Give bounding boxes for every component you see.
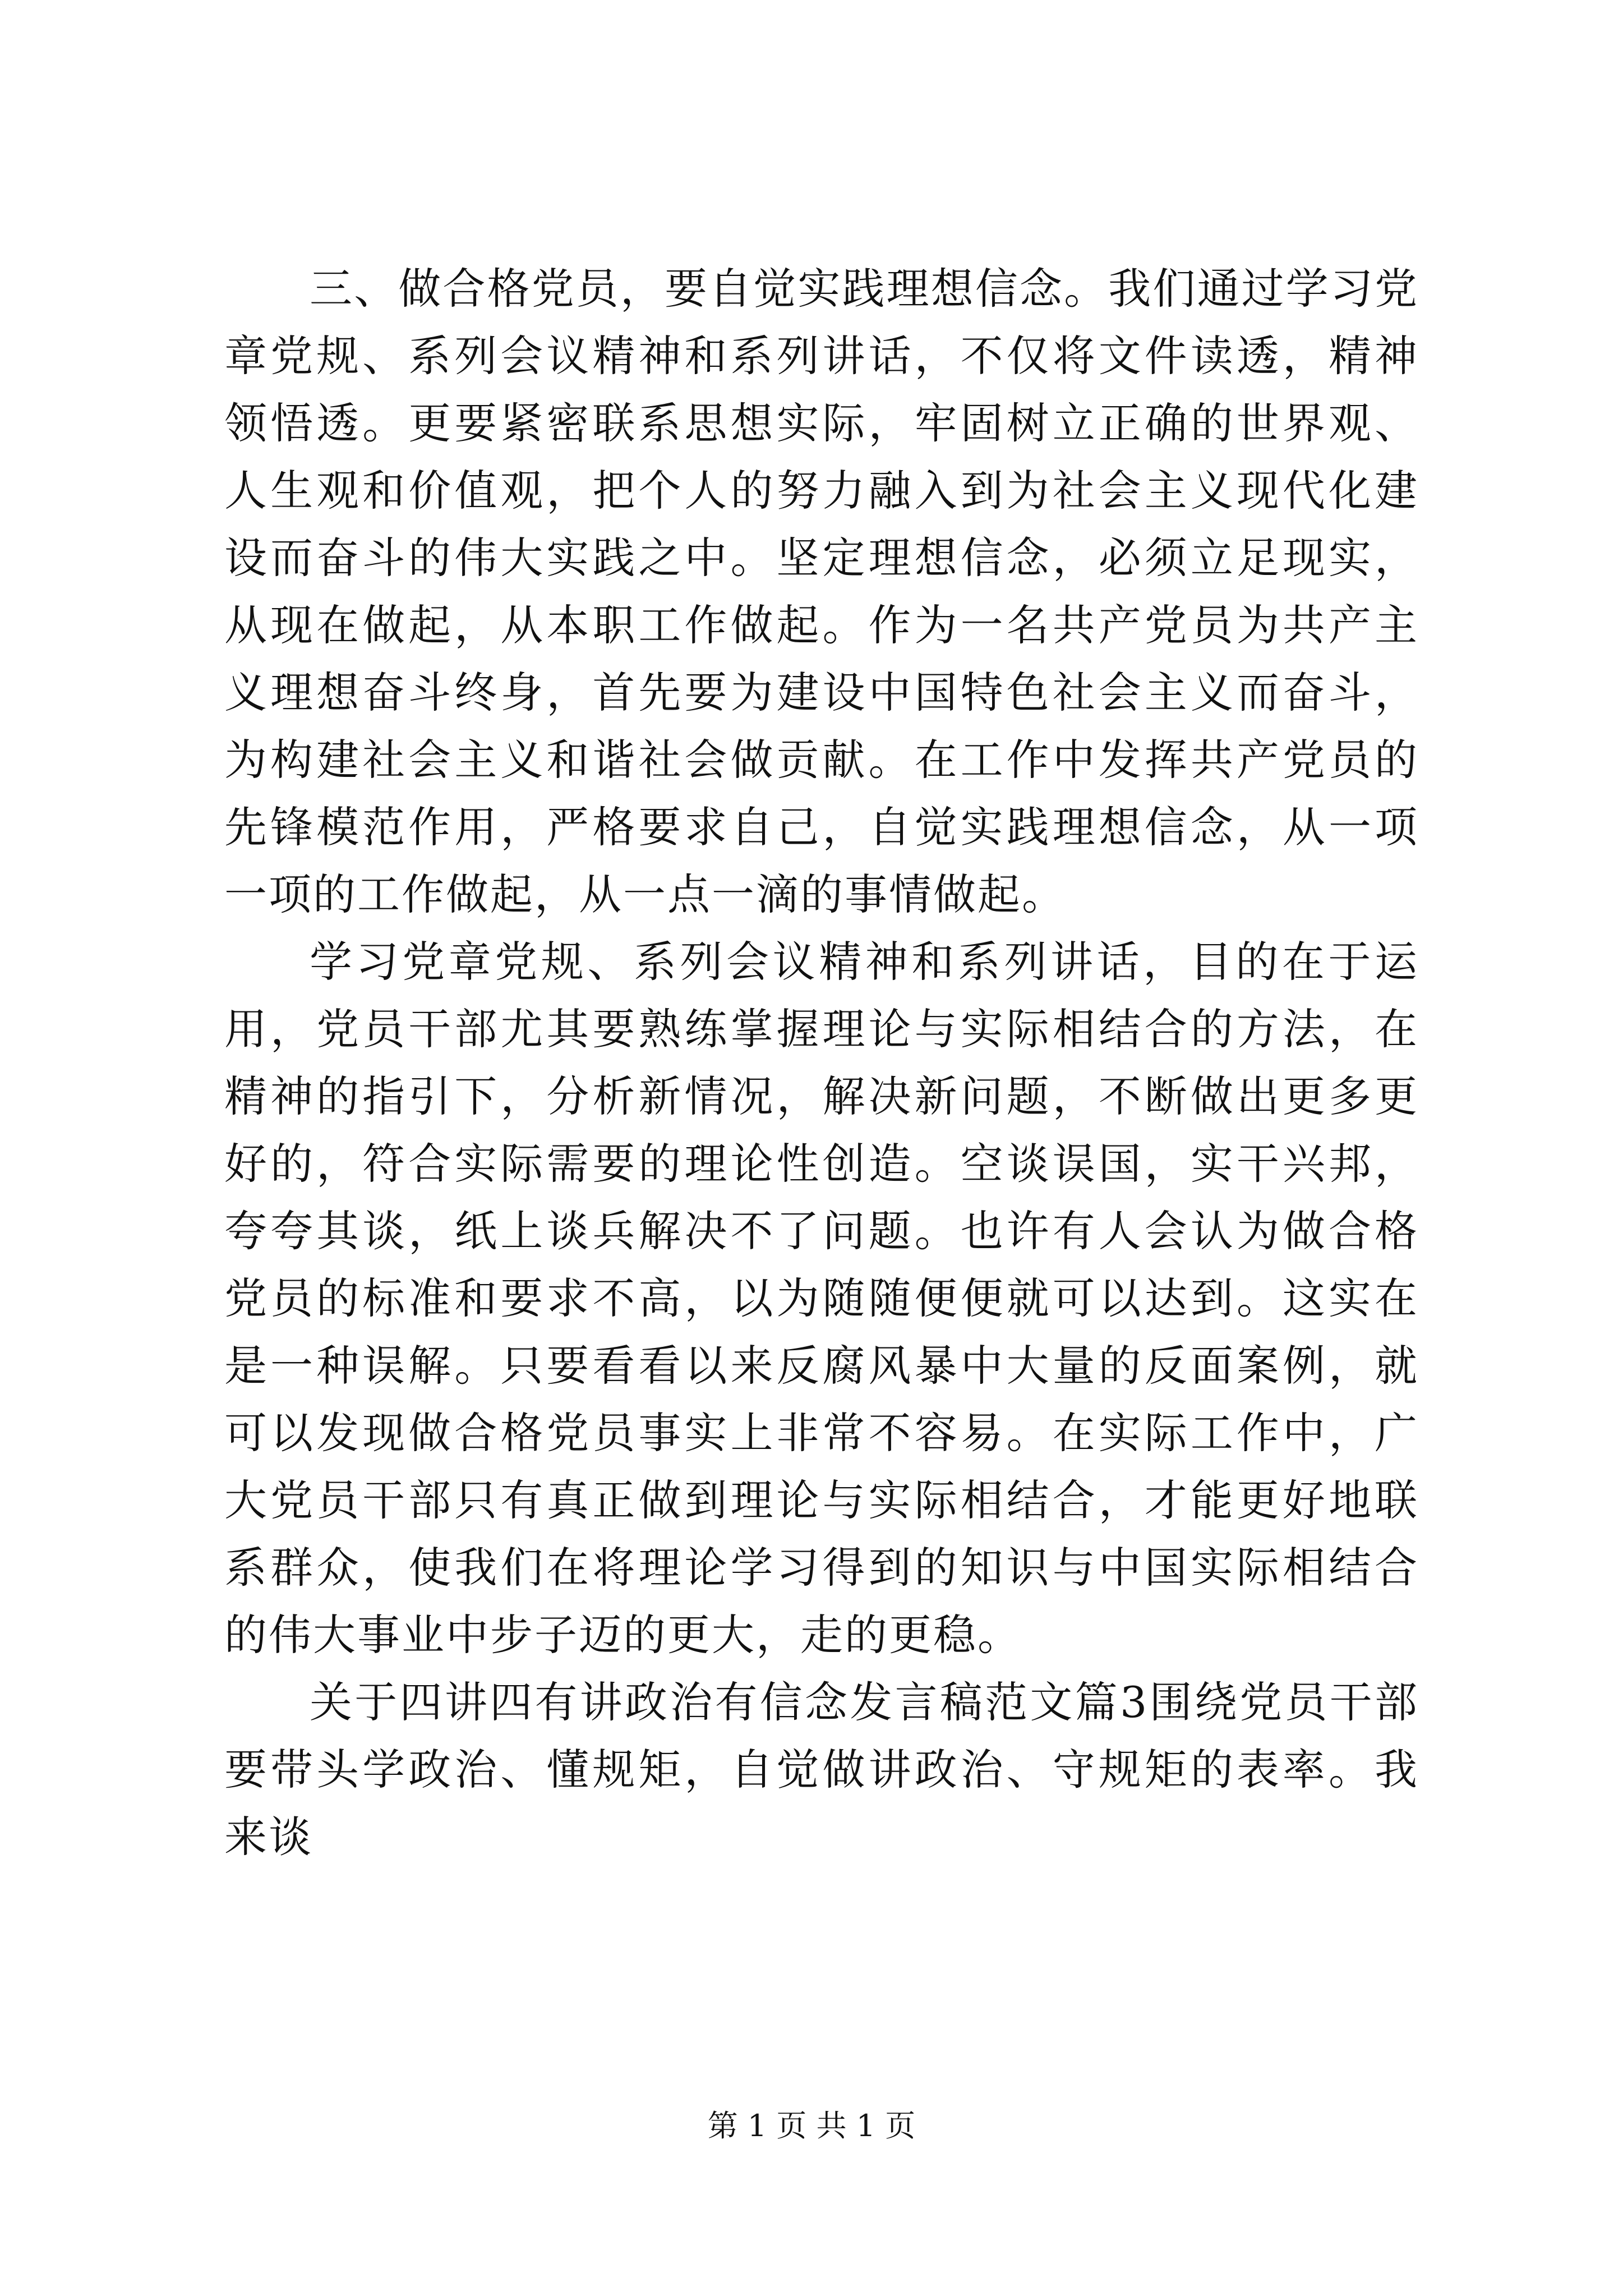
document-body — [224, 255, 1419, 1871]
page-footer: 第 1 页 共 1 页 — [707, 2108, 916, 2143]
paragraph-2: 学习党章党规、系列会议精神和系列讲话，目的在于运用，党员干部尤其要熟练掌握理论与实际相结合的方法，在精神的指引下，分析新情况，解决新问题，不断做出更多更好的，符合实际需要的理论性创造。空谈误国，实干兴邦，夸夸其谈，纸上谈兵解决不了问题。也许有人会认为做合格党员的标准和要求不高，以为随随便便就可以达到。这实在是一种误解。只要看看以来反腐风暴中大量的反面案例，就可以发现做合格党员事实上非常不容易。在实际工作中，广大党员干部只有真正做到理论与实际相结合，才能更好地联系群众，使我们在将理论学习得到的知识与中国实际相结合的伟大事业中步子迈的更大，走的更稳。 — [224, 937, 1419, 1660]
paragraph-3: 关于四讲四有讲政治有信念发言稿范文篇3围绕党员干部要带头学政治、懂规矩，自觉做讲政治、守规矩的表率。我来谈 — [224, 1677, 1419, 1862]
paragraph-1: 三、做合格党员，要自觉实践理想信念。我们通过学习党章党规、系列会议精神和系列讲话，不仅将文件读透，精神领悟透。更要紧密联系思想实际，牢固树立正确的世界观、人生观和价值观，把个人的努力融入到为社会主义现代化建设而奋斗的伟大实践之中。坚定理想信念，必须立足现实，从现在做起，从本职工作做起。作为一名共产党员为共产主义理想奋斗终身，首先要为建设中国特色社会主义而奋斗，为构建社会主义和谐社会做贡献。在工作中发挥共产党员的先锋模范作用，严格要求自己，自觉实践理想信念，从一项一项的工作做起，从一点一滴的事情做起。 — [224, 264, 1419, 919]
